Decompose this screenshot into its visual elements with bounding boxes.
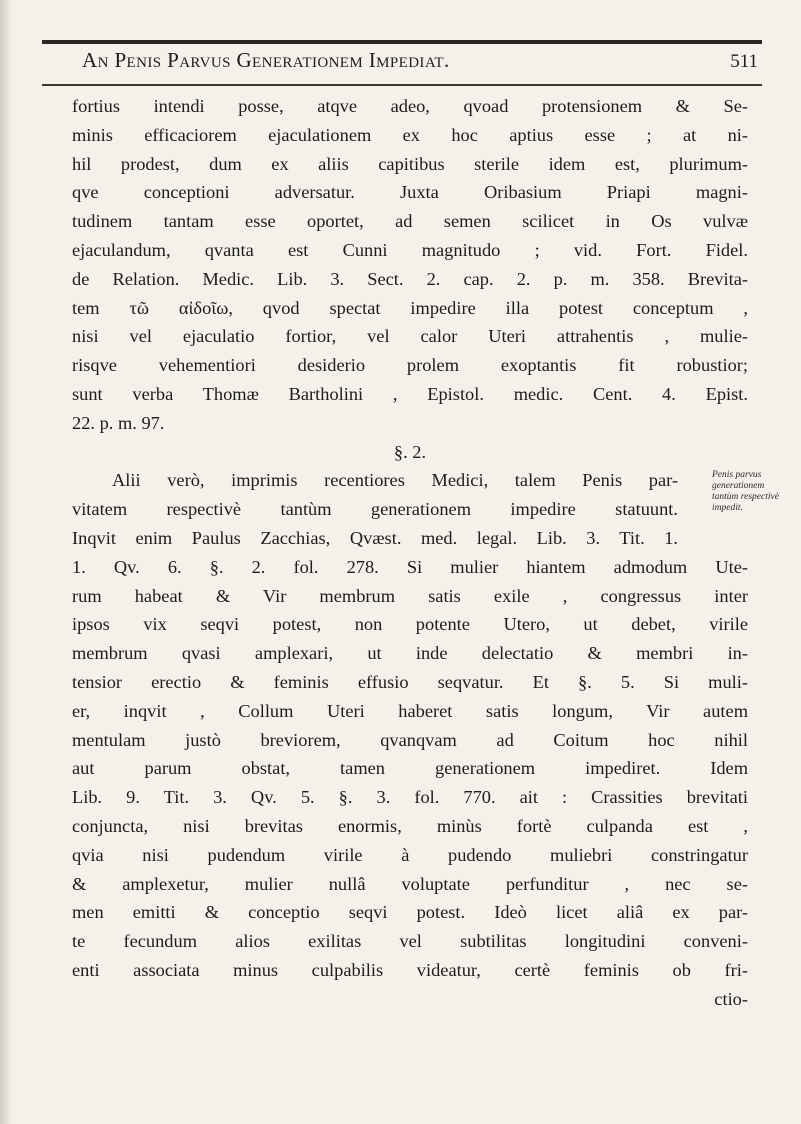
text-line: nisi vel ejaculatio fortior, vel calor Uteri attrahentis , mulie- bbox=[72, 326, 748, 347]
text-line: fortius intendi posse, atqve adeo, qvoad protensionem & Se- bbox=[72, 96, 748, 116]
text-line: er, inqvit , Collum Uteri haberet satis longum, Vir autem bbox=[72, 700, 748, 721]
text-line: membrum qvasi amplexari, ut inde delectatio & membri in- bbox=[72, 643, 748, 664]
page-number: 511 bbox=[730, 51, 758, 72]
text-line: conjuncta, nisi brevitas enormis, minùs fortè culpanda est , bbox=[72, 815, 748, 836]
text-line: ipsos vix seqvi potest, non potente Utero, ut debet, virile bbox=[72, 614, 748, 635]
header-bottom-rule bbox=[42, 84, 762, 86]
text-line: tudinem tantam esse oportet, ad semen scilicet in Os vulvæ bbox=[72, 211, 748, 232]
text-line: men emitti & conceptio seqvi potest. Ideò licet aliâ ex par- bbox=[72, 902, 748, 923]
section-heading: §. 2. bbox=[393, 441, 427, 462]
catchword: ctio- bbox=[714, 988, 748, 1009]
text-line: 1. Qv. 6. §. 2. fol. 278. Si mulier hiantem admodum Ute- bbox=[72, 556, 748, 577]
running-header bbox=[82, 48, 758, 80]
text-line: qvia nisi pudendum virile à pudendo muliebri constringatur bbox=[72, 844, 748, 865]
text-line: de Relation. Medic. Lib. 3. Sect. 2. cap. 2. p. m. 358. Brevita- bbox=[72, 268, 748, 289]
text-line: minis efficaciorem ejaculationem ex hoc aptius esse ; at ni- bbox=[72, 124, 748, 145]
margin-note: Penis parvus generationem tantùm respectivè impedit. bbox=[712, 470, 779, 513]
text-line: sunt verba Thomæ Bartholini , Epistol. medic. Cent. 4. Epist. bbox=[72, 383, 748, 404]
text-line: Inqvit enim Paulus Zacchias, Qvæst. med. legal. Lib. 3. Tit. 1. bbox=[72, 527, 678, 548]
page-edge-shadow bbox=[0, 0, 12, 1124]
text-line: aut parum obstat, tamen generationem impediret. Idem bbox=[72, 758, 748, 779]
text-line: mentulam justò breviorem, qvanqvam ad Coitum hoc nihil bbox=[72, 729, 748, 750]
text-line: rum habeat & Vir membrum satis exile , congressus inter bbox=[72, 585, 748, 606]
text-line: 22. p. m. 97. bbox=[72, 412, 165, 433]
text-line: Alii verò, imprimis recentiores Medici, talem Penis par- bbox=[112, 470, 678, 491]
text-line: ejaculandum, qvanta est Cunni magnitudo ; vid. Fort. Fidel. bbox=[72, 239, 748, 260]
text-line: risqve vehementiori desiderio prolem exoptantis fit robustior; bbox=[72, 355, 748, 376]
text-line: & amplexetur, mulier nullâ voluptate perfunditur , nec se- bbox=[72, 873, 748, 894]
text-line: te fecundum alios exilitas vel subtilitas longitudini conveni- bbox=[72, 931, 748, 952]
text-line: qve conceptioni adversatur. Juxta Oribasium Priapi magni- bbox=[72, 182, 748, 203]
text-line: vitatem respectivè tantùm generationem impedire statuunt. bbox=[72, 499, 678, 520]
text-line: Lib. 9. Tit. 3. Qv. 5. §. 3. fol. 770. ait : Crassities brevitati bbox=[72, 787, 748, 808]
body-text bbox=[72, 92, 748, 1014]
text-line: tensior erectio & feminis effusio seqvatur. Et §. 5. Si muli- bbox=[72, 671, 748, 692]
text-line: enti associata minus culpabilis videatur, certè feminis ob fri- bbox=[72, 959, 748, 980]
text-line: hil prodest, dum ex aliis capitibus sterile idem est, plurimum- bbox=[72, 153, 748, 174]
running-title: An Penis Parvus Generationem Impediat. bbox=[82, 48, 450, 72]
header-top-rule bbox=[42, 40, 762, 44]
text-line: tem τῶ αἰδοῖω, qvod spectat impedire illa potest conceptum , bbox=[72, 297, 748, 318]
